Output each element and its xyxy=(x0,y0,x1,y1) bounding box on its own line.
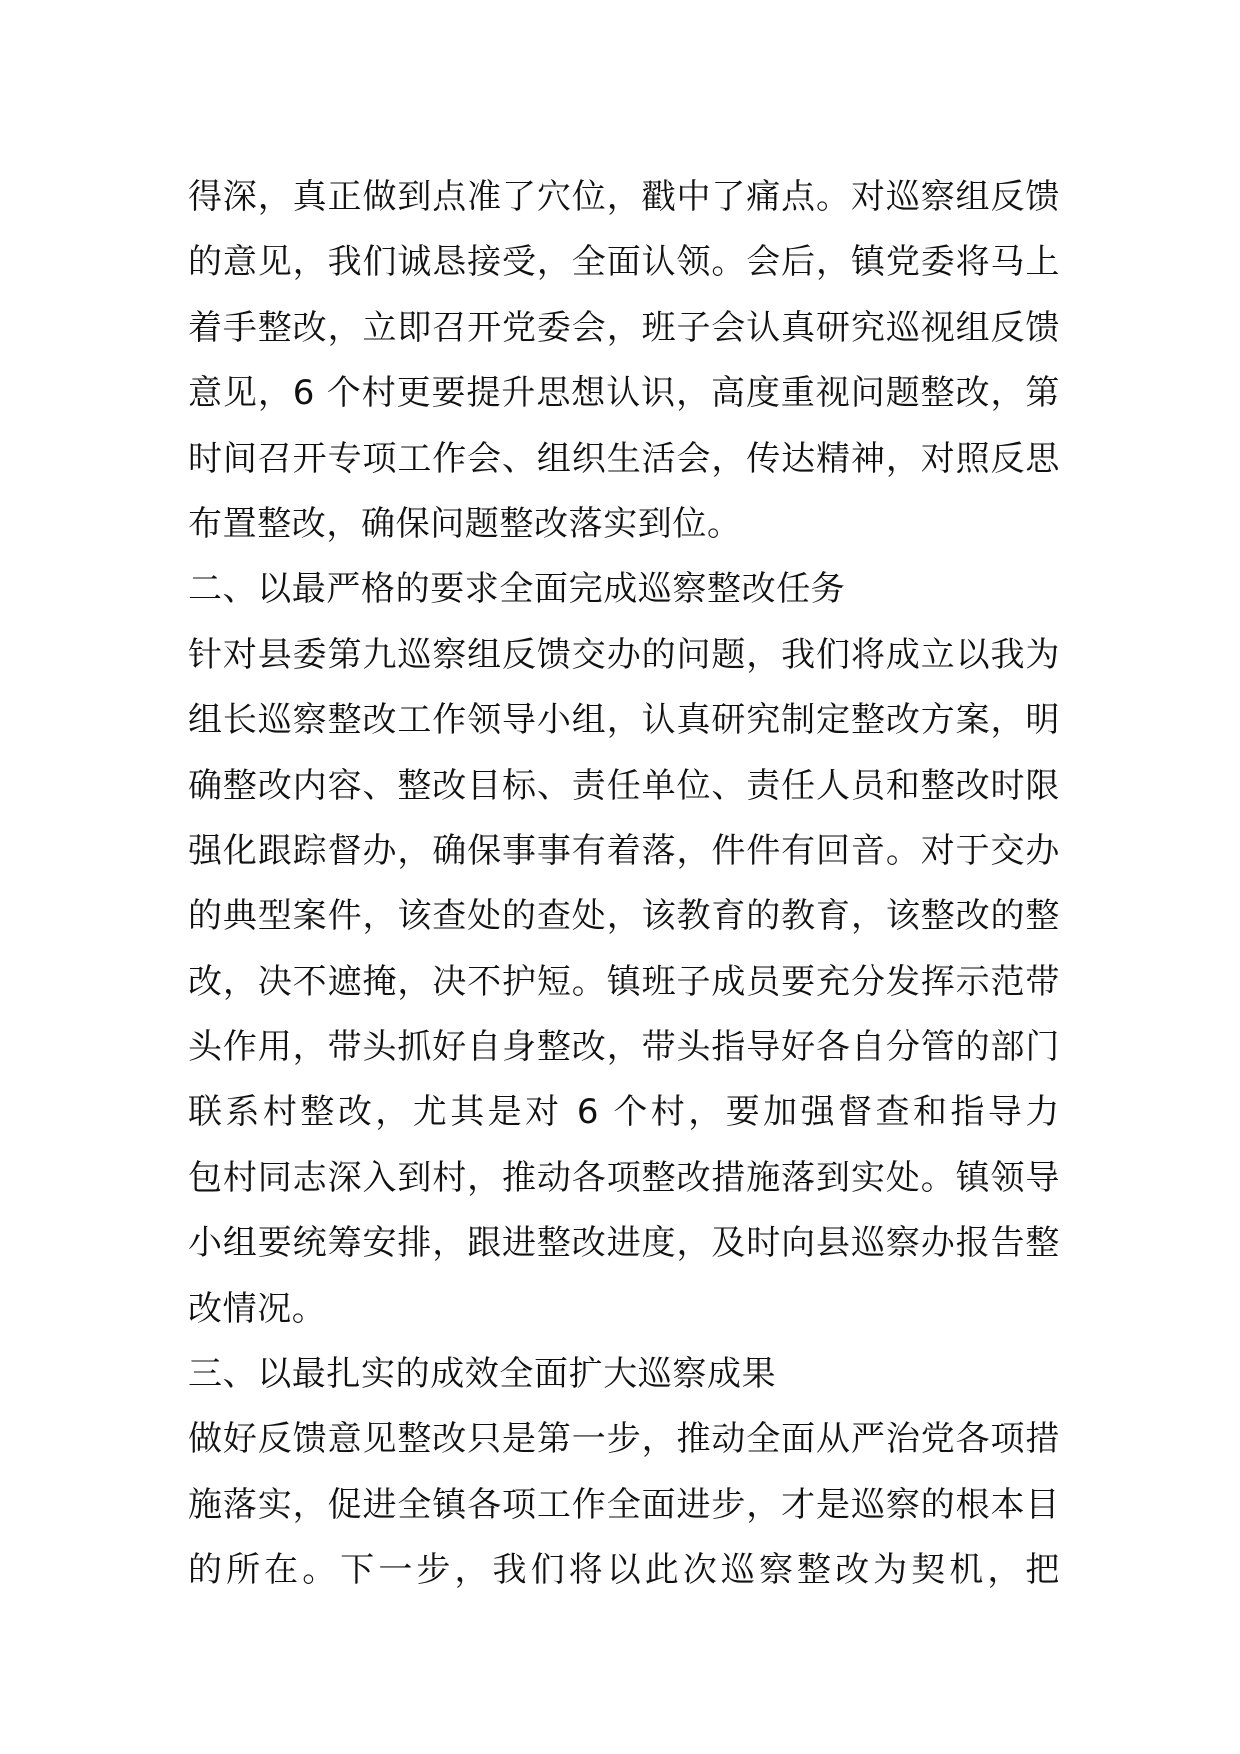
body-line-3: 着手整改，立即召开党委会，班子会认真研究巡视组反馈 xyxy=(188,307,1060,348)
section-heading-2: 二、以最严格的要求全面完成巡察整改任务 xyxy=(188,569,846,610)
body-line-20: 做好反馈意见整改只是第一步，推动全面从严治党各项措 xyxy=(188,1419,1060,1460)
body-line-15: 联系村整改，尤其是对 6 个村，要加强督查和指导力 xyxy=(188,1092,1060,1133)
body-line-13: 改，决不遮掩，决不护短。镇班子成员要充分发挥示范带 xyxy=(188,961,1060,1002)
body-line-10: 确整改内容、整改目标、责任单位、责任人员和整改时限 xyxy=(188,765,1060,806)
body-line-18: 改情况。 xyxy=(188,1288,327,1329)
body-line-22: 的所在。下一步，我们将以此次巡察整改为契机，把 xyxy=(188,1550,1060,1591)
body-line-11: 强化跟踪督办，确保事事有着落，件件有回音。对于交办 xyxy=(188,830,1060,871)
body-line-8: 针对县委第九巡察组反馈交办的问题，我们将成立以我为 xyxy=(188,634,1060,675)
body-line-12: 的典型案件，该查处的查处，该教育的教育，该整改的整 xyxy=(188,896,1060,937)
body-line-17: 小组要统筹安排，跟进整改进度，及时向县巡察办报告整 xyxy=(188,1223,1060,1264)
body-line-16: 包村同志深入到村，推动各项整改措施落到实处。镇领导 xyxy=(188,1157,1060,1198)
body-line-2: 的意见，我们诚恳接受，全面认领。会后，镇党委将马上 xyxy=(188,242,1060,283)
document-body xyxy=(188,165,1060,1604)
body-line-6: 布置整改，确保问题整改落实到位。 xyxy=(188,503,742,544)
section-heading-3: 三、以最扎实的成效全面扩大巡察成果 xyxy=(188,1354,777,1395)
body-line-21: 施落实，促进全镇各项工作全面进步，才是巡察的根本目 xyxy=(188,1484,1060,1525)
body-line-5: 时间召开专项工作会、组织生活会，传达精神，对照反思 xyxy=(188,438,1060,479)
body-line-14: 头作用，带头抓好自身整改，带头指导好各自分管的部门 xyxy=(188,1027,1060,1068)
body-line-1: 得深，真正做到点准了穴位，戳中了痛点。对巡察组反馈 xyxy=(188,177,1060,217)
body-line-4: 意见，6 个村更要提升思想认识，高度重视问题整改，第 xyxy=(188,373,1060,414)
body-line-9: 组长巡察整改工作领导小组，认真研究制定整改方案，明 xyxy=(188,700,1060,741)
